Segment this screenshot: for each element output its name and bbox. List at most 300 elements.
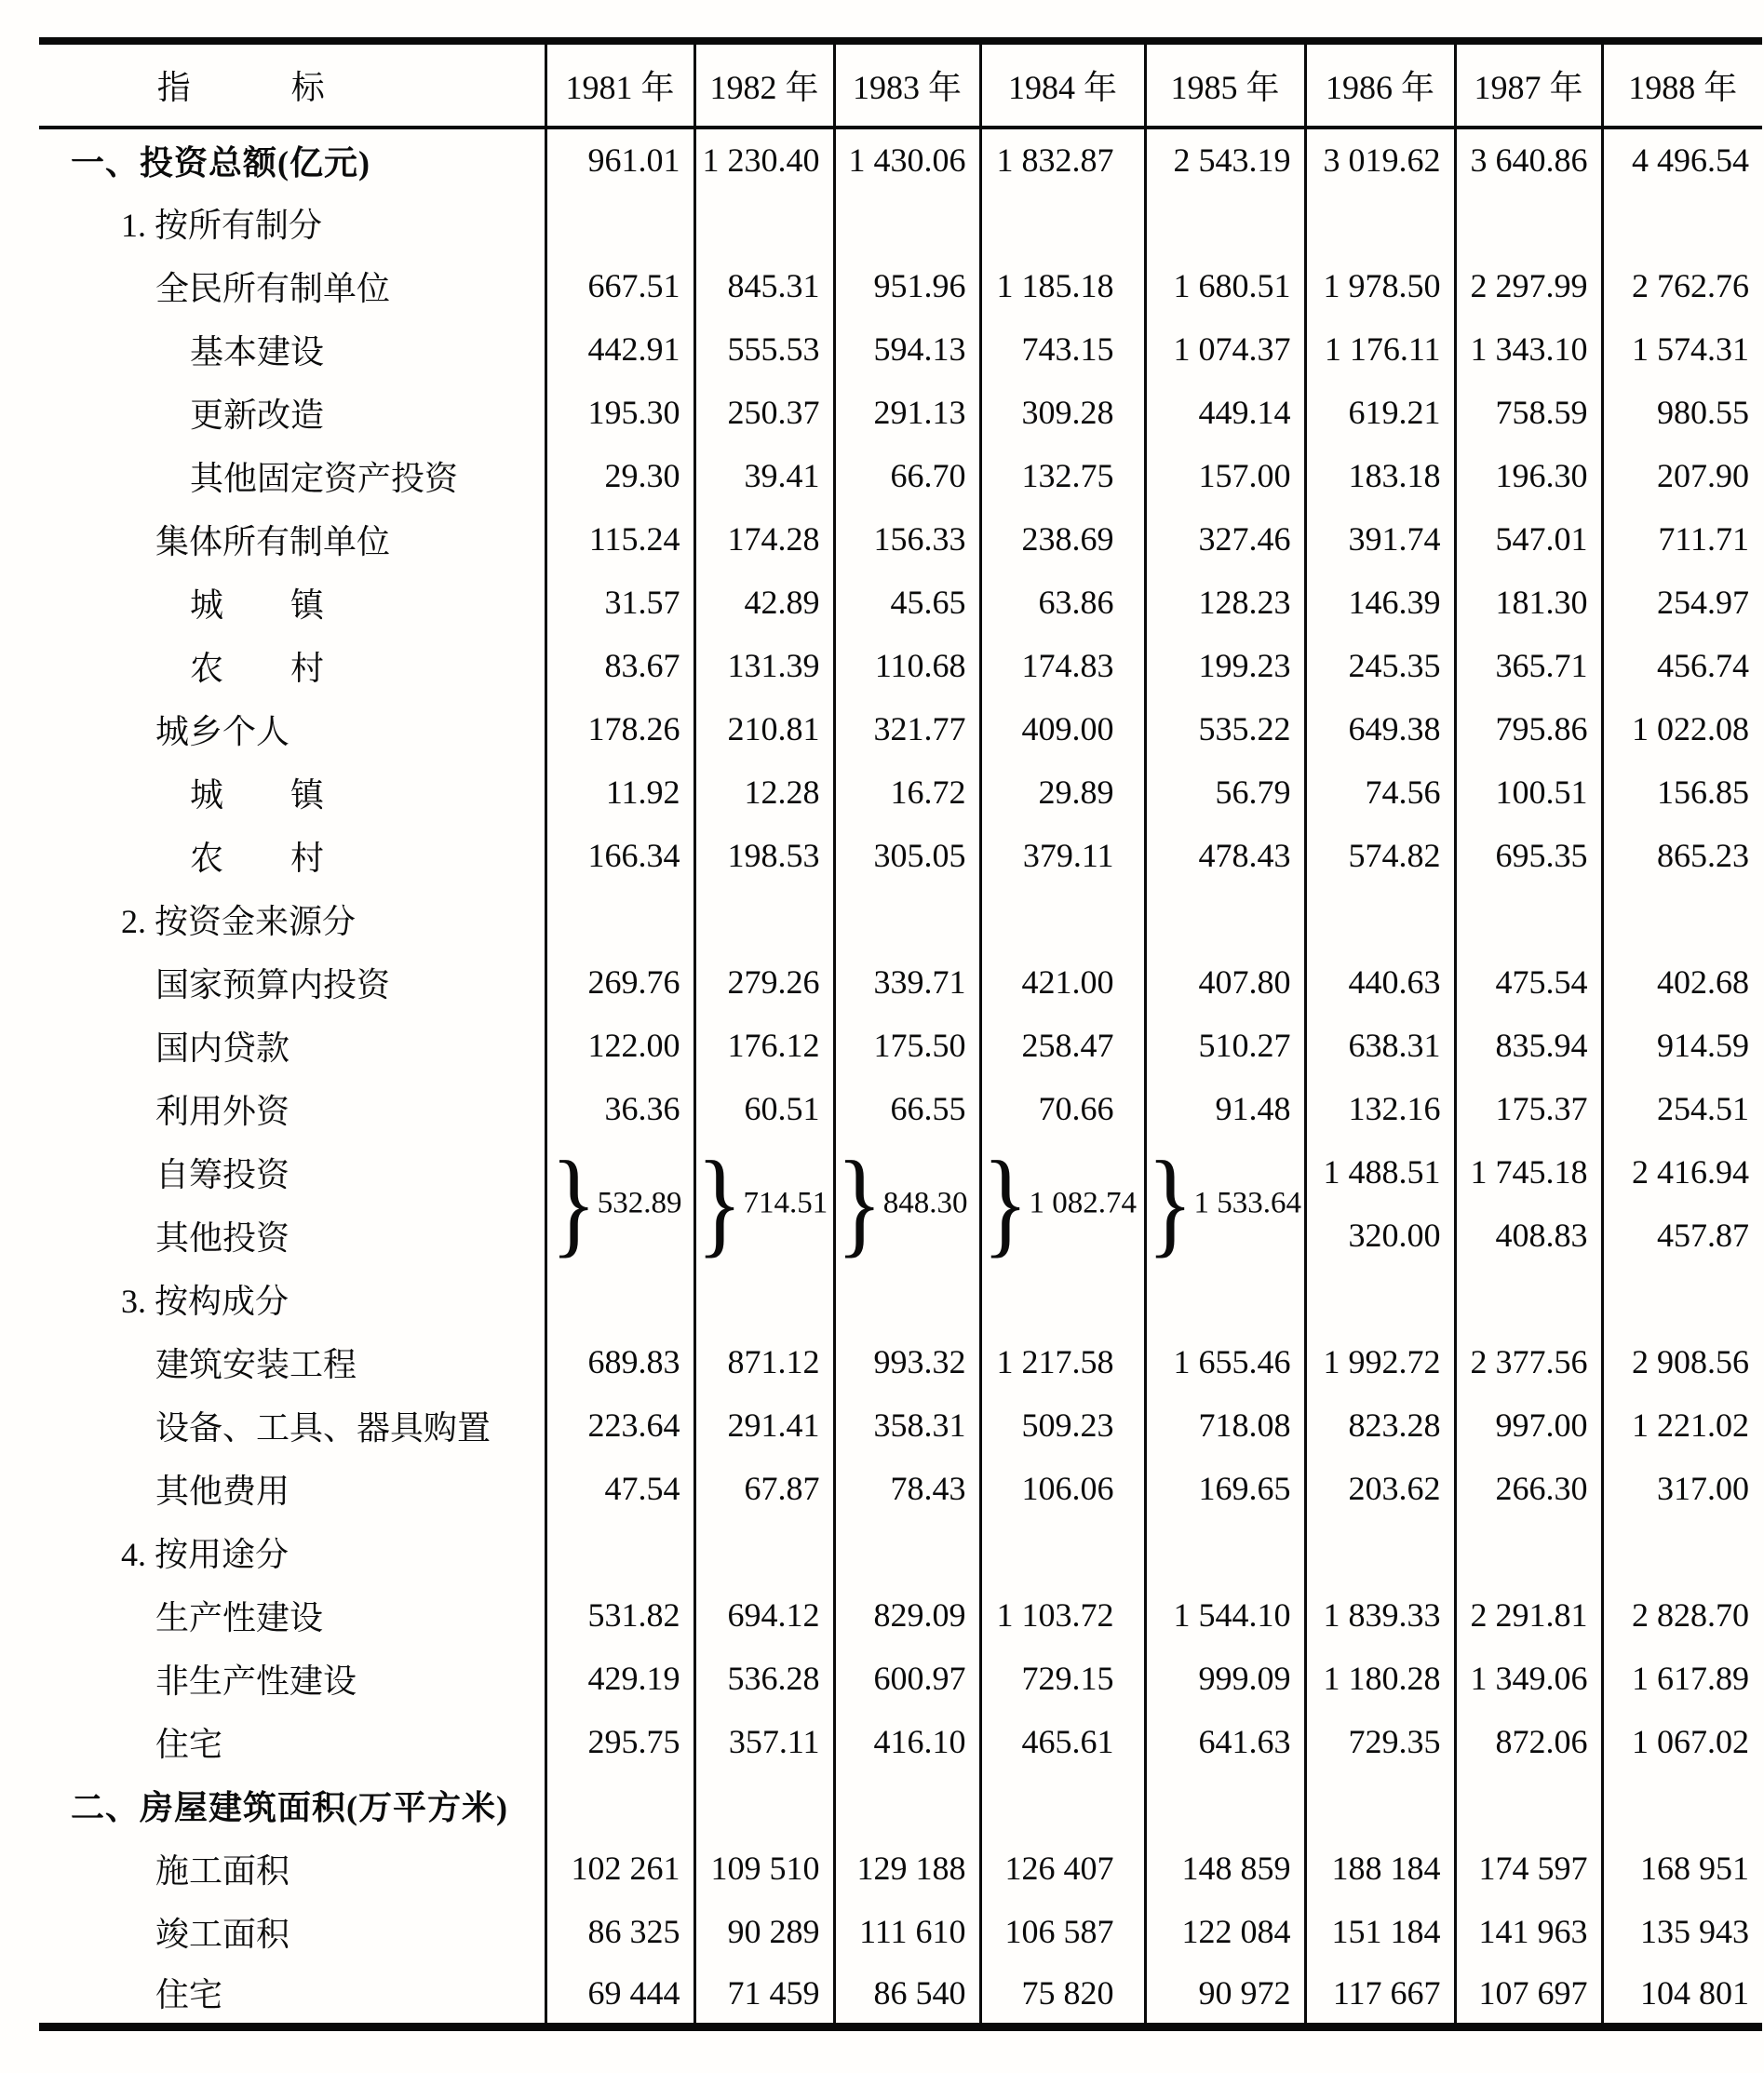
value-cell: 1 488.51 [1305, 1140, 1455, 1204]
row-label: 一、投资总额(亿元) [71, 143, 370, 182]
value-cell: 1 655.46 [1145, 1330, 1305, 1393]
value-cell: 1 103.72 [980, 1583, 1145, 1647]
value-cell [1145, 1267, 1305, 1330]
statistics-table [39, 37, 1762, 2031]
value-cell: 210.81 [694, 697, 834, 761]
row-label: 设备、工具、器具购置 [155, 1408, 491, 1447]
value-cell: 743.15 [980, 317, 1145, 381]
value-cell: 166.34 [545, 824, 694, 887]
row-label: 住宅 [155, 1976, 223, 2014]
value-cell: 547.01 [1455, 507, 1602, 571]
value-cell: 600.97 [834, 1647, 980, 1710]
value-cell: 175.37 [1455, 1077, 1602, 1140]
value-cell: 795.86 [1455, 697, 1602, 761]
value-cell: 67.87 [694, 1457, 834, 1520]
value-cell: 254.51 [1602, 1077, 1762, 1140]
table-row [39, 191, 1762, 254]
value-cell: 141 963 [1455, 1900, 1602, 1963]
value-cell: 357.11 [694, 1710, 834, 1773]
table-row [39, 1710, 1762, 1773]
table-row [39, 634, 1762, 697]
value-cell: 156.33 [834, 507, 980, 571]
value-cell: 195.30 [545, 381, 694, 444]
table-row [39, 571, 1762, 634]
value-cell [545, 1267, 694, 1330]
row-label: 城 镇 [190, 775, 325, 814]
value-cell: 718.08 [1145, 1393, 1305, 1457]
value-cell: 254.97 [1602, 571, 1762, 634]
value-cell [694, 191, 834, 254]
value-cell: 961.01 [545, 128, 694, 191]
row-label: 城 镇 [190, 586, 325, 624]
value-cell: 1 230.40 [694, 128, 834, 191]
value-cell: 207.90 [1602, 444, 1762, 507]
value-cell: 196.30 [1455, 444, 1602, 507]
value-cell [1455, 191, 1602, 254]
row-label: 1. 按所有制分 [121, 206, 323, 244]
value-cell: 407.80 [1145, 950, 1305, 1014]
row-label: 国内贷款 [155, 1029, 290, 1067]
value-cell: 69 444 [545, 1963, 694, 2026]
value-cell: 1 680.51 [1145, 254, 1305, 317]
value-cell: 2 762.76 [1602, 254, 1762, 317]
year-header: 1985 年 [1145, 41, 1305, 128]
value-cell: 1 217.58 [980, 1330, 1145, 1393]
value-cell [834, 1773, 980, 1837]
year-header: 1987 年 [1455, 41, 1602, 128]
value-cell: 45.65 [834, 571, 980, 634]
value-cell: 122 084 [1145, 1900, 1305, 1963]
value-cell: 535.22 [1145, 697, 1305, 761]
value-cell: 188 184 [1305, 1837, 1455, 1900]
value-cell: 510.27 [1145, 1014, 1305, 1077]
table-row [39, 444, 1762, 507]
value-cell: 151 184 [1305, 1900, 1455, 1963]
value-cell [1145, 887, 1305, 950]
value-cell: 509.23 [980, 1393, 1145, 1457]
value-cell: 66.70 [834, 444, 980, 507]
value-cell: 117 667 [1305, 1963, 1455, 2026]
value-cell: 63.86 [980, 571, 1145, 634]
value-cell [1305, 1773, 1455, 1837]
row-label: 基本建设 [190, 332, 325, 370]
year-header: 1981 年 [545, 41, 694, 128]
table-body [39, 128, 1762, 2026]
value-cell: 4 496.54 [1602, 128, 1762, 191]
value-cell [1602, 1773, 1762, 1837]
table-row [39, 697, 1762, 761]
value-cell: 279.26 [694, 950, 834, 1014]
table-row [39, 1267, 1762, 1330]
braced-value: 848.30 [882, 1186, 968, 1220]
braced-value: 1 082.74 [1029, 1186, 1137, 1220]
value-cell: 106.06 [980, 1457, 1145, 1520]
row-label: 3. 按构成分 [121, 1282, 290, 1320]
value-cell [1305, 191, 1455, 254]
value-cell: 47.54 [545, 1457, 694, 1520]
row-label: 生产性建设 [155, 1598, 324, 1636]
value-cell: 641.63 [1145, 1710, 1305, 1773]
value-cell: 1 574.31 [1602, 317, 1762, 381]
value-cell: 442.91 [545, 317, 694, 381]
value-cell: 872.06 [1455, 1710, 1602, 1773]
year-header: 1988 年 [1602, 41, 1762, 128]
value-cell: 29.89 [980, 761, 1145, 824]
value-cell: 129 188 [834, 1837, 980, 1900]
row-label: 竣工面积 [155, 1915, 290, 1953]
row-label: 二、房屋建筑面积(万平方米) [71, 1788, 508, 1826]
value-cell: 865.23 [1602, 824, 1762, 887]
value-cell: 66.55 [834, 1077, 980, 1140]
value-cell: 291.13 [834, 381, 980, 444]
value-cell: 1 430.06 [834, 128, 980, 191]
table-row [39, 1900, 1762, 1963]
value-cell: 402.68 [1602, 950, 1762, 1014]
value-cell: 478.43 [1145, 824, 1305, 887]
value-cell: 3 019.62 [1305, 128, 1455, 191]
value-cell: 574.82 [1305, 824, 1455, 887]
value-cell: 115.24 [545, 507, 694, 571]
row-label: 施工面积 [155, 1851, 290, 1890]
value-cell: 78.43 [834, 1457, 980, 1520]
value-cell: 2 377.56 [1455, 1330, 1602, 1393]
value-cell: 1 074.37 [1145, 317, 1305, 381]
value-cell: 758.59 [1455, 381, 1602, 444]
value-cell: 1 617.89 [1602, 1647, 1762, 1710]
value-cell [1455, 887, 1602, 950]
value-cell [694, 1773, 834, 1837]
value-cell: 291.41 [694, 1393, 834, 1457]
value-cell: 465.61 [980, 1710, 1145, 1773]
value-cell: 295.75 [545, 1710, 694, 1773]
value-cell: 2 828.70 [1602, 1583, 1762, 1647]
value-cell: 238.69 [980, 507, 1145, 571]
value-cell [980, 887, 1145, 950]
value-cell: 135 943 [1602, 1900, 1762, 1963]
value-cell: 997.00 [1455, 1393, 1602, 1457]
row-label: 2. 按资金来源分 [121, 902, 357, 940]
row-label: 4. 按用途分 [121, 1535, 290, 1573]
row-label: 其他固定资产投资 [190, 459, 459, 497]
value-cell: 106 587 [980, 1900, 1145, 1963]
value-cell [1145, 191, 1305, 254]
value-cell [1305, 1520, 1455, 1583]
value-cell: 667.51 [545, 254, 694, 317]
value-cell: 689.83 [545, 1330, 694, 1393]
value-cell: 60.51 [694, 1077, 834, 1140]
value-cell: 181.30 [1455, 571, 1602, 634]
value-cell: 31.57 [545, 571, 694, 634]
table-row [39, 1140, 1762, 1204]
value-cell: 16.72 [834, 761, 980, 824]
value-cell: 104 801 [1602, 1963, 1762, 2026]
table-row [39, 1837, 1762, 1900]
brace-glyph: } [696, 1137, 743, 1269]
value-cell: 1 185.18 [980, 254, 1145, 317]
value-cell: 86 325 [545, 1900, 694, 1963]
value-cell: 12.28 [694, 761, 834, 824]
value-cell: 174 597 [1455, 1837, 1602, 1900]
value-cell [834, 1520, 980, 1583]
value-cell [1145, 1773, 1305, 1837]
row-label: 其他投资 [155, 1218, 290, 1257]
brace-glyph: } [550, 1137, 597, 1269]
value-cell [1602, 191, 1762, 254]
value-cell: 102 261 [545, 1837, 694, 1900]
value-cell [1145, 1520, 1305, 1583]
value-cell: 457.87 [1602, 1204, 1762, 1267]
value-cell: 128.23 [1145, 571, 1305, 634]
value-cell [980, 191, 1145, 254]
year-header: 1982 年 [694, 41, 834, 128]
value-cell: 1 745.18 [1455, 1140, 1602, 1204]
value-cell: 309.28 [980, 381, 1145, 444]
braced-value-cell [834, 1137, 980, 1269]
value-cell: 475.54 [1455, 950, 1602, 1014]
value-cell: 365.71 [1455, 634, 1602, 697]
value-cell: 75 820 [980, 1963, 1145, 2026]
value-cell: 993.32 [834, 1330, 980, 1393]
value-cell: 245.35 [1305, 634, 1455, 697]
table-row [39, 1773, 1762, 1837]
brace-glyph: } [982, 1137, 1029, 1269]
value-cell: 42.89 [694, 571, 834, 634]
table-row [39, 950, 1762, 1014]
header-row [39, 41, 1762, 128]
year-header: 1983 年 [834, 41, 980, 128]
value-cell [1455, 1773, 1602, 1837]
row-label: 集体所有制单位 [155, 522, 391, 560]
value-cell: 132.16 [1305, 1077, 1455, 1140]
table-row [39, 1647, 1762, 1710]
value-cell [694, 1267, 834, 1330]
row-label: 其他费用 [155, 1472, 290, 1510]
value-cell: 36.36 [545, 1077, 694, 1140]
row-label: 利用外资 [155, 1092, 290, 1130]
value-cell: 132.75 [980, 444, 1145, 507]
value-cell: 91.48 [1145, 1077, 1305, 1140]
value-cell: 2 543.19 [1145, 128, 1305, 191]
value-cell [545, 887, 694, 950]
row-label: 非生产性建设 [155, 1662, 357, 1700]
value-cell: 131.39 [694, 634, 834, 697]
brace-glyph: } [836, 1137, 882, 1269]
value-cell: 555.53 [694, 317, 834, 381]
value-cell: 1 349.06 [1455, 1647, 1602, 1710]
value-cell: 440.63 [1305, 950, 1455, 1014]
value-cell: 71 459 [694, 1963, 834, 2026]
value-cell: 266.30 [1455, 1457, 1602, 1520]
value-cell: 56.79 [1145, 761, 1305, 824]
table-row [39, 1457, 1762, 1520]
braced-value-cell [980, 1137, 1145, 1269]
value-cell [694, 887, 834, 950]
value-cell [834, 887, 980, 950]
value-cell: 729.15 [980, 1647, 1145, 1710]
value-cell: 250.37 [694, 381, 834, 444]
value-cell [1455, 1520, 1602, 1583]
value-cell: 305.05 [834, 824, 980, 887]
value-cell: 174.28 [694, 507, 834, 571]
table-row [39, 1330, 1762, 1393]
table-row [39, 761, 1762, 824]
value-cell: 1 343.10 [1455, 317, 1602, 381]
value-cell: 594.13 [834, 317, 980, 381]
value-cell: 100.51 [1455, 761, 1602, 824]
value-cell: 203.62 [1305, 1457, 1455, 1520]
table-row [39, 1077, 1762, 1140]
value-cell: 1 832.87 [980, 128, 1145, 191]
value-cell [834, 1267, 980, 1330]
value-cell [1305, 887, 1455, 950]
value-cell: 199.23 [1145, 634, 1305, 697]
brace-glyph: } [1147, 1137, 1193, 1269]
value-cell: 1 839.33 [1305, 1583, 1455, 1647]
value-cell: 126 407 [980, 1837, 1145, 1900]
value-cell: 320.00 [1305, 1204, 1455, 1267]
value-cell: 980.55 [1602, 381, 1762, 444]
value-cell: 269.76 [545, 950, 694, 1014]
value-cell: 2 416.94 [1602, 1140, 1762, 1204]
table-row [39, 507, 1762, 571]
value-cell: 871.12 [694, 1330, 834, 1393]
value-cell: 109 510 [694, 1837, 834, 1900]
braced-value: 1 533.64 [1193, 1186, 1301, 1220]
value-cell: 729.35 [1305, 1710, 1455, 1773]
table-row [39, 1963, 1762, 2026]
value-cell: 156.85 [1602, 761, 1762, 824]
value-cell [1602, 887, 1762, 950]
value-cell: 835.94 [1455, 1014, 1602, 1077]
value-cell: 391.74 [1305, 507, 1455, 571]
value-cell [1455, 1267, 1602, 1330]
value-cell: 176.12 [694, 1014, 834, 1077]
value-cell: 421.00 [980, 950, 1145, 1014]
value-cell: 408.83 [1455, 1204, 1602, 1267]
value-cell: 531.82 [545, 1583, 694, 1647]
value-cell: 157.00 [1145, 444, 1305, 507]
value-cell: 74.56 [1305, 761, 1455, 824]
value-cell: 999.09 [1145, 1647, 1305, 1710]
value-cell: 90 972 [1145, 1963, 1305, 2026]
value-cell [1602, 1267, 1762, 1330]
table-row [39, 128, 1762, 191]
value-cell: 29.30 [545, 444, 694, 507]
table-row [39, 317, 1762, 381]
value-cell: 223.64 [545, 1393, 694, 1457]
braced-value: 714.51 [743, 1186, 828, 1220]
value-cell: 379.11 [980, 824, 1145, 887]
value-cell: 175.50 [834, 1014, 980, 1077]
value-cell: 2 908.56 [1602, 1330, 1762, 1393]
value-cell: 258.47 [980, 1014, 1145, 1077]
value-cell: 2 291.81 [1455, 1583, 1602, 1647]
value-cell [694, 1520, 834, 1583]
value-cell: 90 289 [694, 1900, 834, 1963]
value-cell: 619.21 [1305, 381, 1455, 444]
value-cell [980, 1267, 1145, 1330]
braced-value-cell [1145, 1137, 1305, 1269]
value-cell: 456.74 [1602, 634, 1762, 697]
value-cell: 317.00 [1602, 1457, 1762, 1520]
braced-value-cell [545, 1137, 694, 1269]
value-cell: 178.26 [545, 697, 694, 761]
value-cell: 70.66 [980, 1077, 1145, 1140]
value-cell: 3 640.86 [1455, 128, 1602, 191]
value-cell [545, 1773, 694, 1837]
value-cell [1602, 1520, 1762, 1583]
value-cell: 694.12 [694, 1583, 834, 1647]
row-label: 农 村 [190, 649, 325, 687]
value-cell: 110.68 [834, 634, 980, 697]
year-header: 1986 年 [1305, 41, 1455, 128]
value-cell: 86 540 [834, 1963, 980, 2026]
table-row [39, 1583, 1762, 1647]
value-cell: 914.59 [1602, 1014, 1762, 1077]
value-cell: 1 180.28 [1305, 1647, 1455, 1710]
value-cell: 1 221.02 [1602, 1393, 1762, 1457]
value-cell: 2 297.99 [1455, 254, 1602, 317]
value-cell: 1 067.02 [1602, 1710, 1762, 1773]
value-cell: 449.14 [1145, 381, 1305, 444]
value-cell: 711.71 [1602, 507, 1762, 571]
value-cell: 174.83 [980, 634, 1145, 697]
row-label: 住宅 [155, 1725, 223, 1763]
value-cell: 339.71 [834, 950, 980, 1014]
table-row [39, 887, 1762, 950]
table-row [39, 1393, 1762, 1457]
value-cell: 429.19 [545, 1647, 694, 1710]
value-cell: 198.53 [694, 824, 834, 887]
row-label: 建筑安装工程 [155, 1345, 357, 1383]
value-cell: 148 859 [1145, 1837, 1305, 1900]
value-cell: 1 176.11 [1305, 317, 1455, 381]
value-cell [545, 191, 694, 254]
value-cell: 1 022.08 [1602, 697, 1762, 761]
year-header: 1984 年 [980, 41, 1145, 128]
value-cell: 107 697 [1455, 1963, 1602, 2026]
row-label: 全民所有制单位 [155, 269, 391, 307]
braced-value: 532.89 [597, 1186, 682, 1220]
table-wrapper [39, 37, 1762, 2031]
value-cell [834, 191, 980, 254]
row-label: 农 村 [190, 839, 325, 877]
value-cell: 1 992.72 [1305, 1330, 1455, 1393]
value-cell: 695.35 [1455, 824, 1602, 887]
value-cell: 649.38 [1305, 697, 1455, 761]
value-cell: 183.18 [1305, 444, 1455, 507]
value-cell: 111 610 [834, 1900, 980, 1963]
value-cell: 321.77 [834, 697, 980, 761]
value-cell [980, 1520, 1145, 1583]
value-cell [980, 1773, 1145, 1837]
value-cell: 823.28 [1305, 1393, 1455, 1457]
indicator-header: 指 标 [39, 41, 545, 128]
value-cell [1305, 1267, 1455, 1330]
value-cell: 951.96 [834, 254, 980, 317]
value-cell: 829.09 [834, 1583, 980, 1647]
braced-value-cell [694, 1137, 834, 1269]
value-cell: 39.41 [694, 444, 834, 507]
row-label: 国家预算内投资 [155, 965, 391, 1003]
value-cell: 638.31 [1305, 1014, 1455, 1077]
table-row [39, 1014, 1762, 1077]
row-label: 更新改造 [190, 396, 325, 434]
value-cell: 169.65 [1145, 1457, 1305, 1520]
value-cell: 122.00 [545, 1014, 694, 1077]
value-cell: 11.92 [545, 761, 694, 824]
table-row [39, 824, 1762, 887]
